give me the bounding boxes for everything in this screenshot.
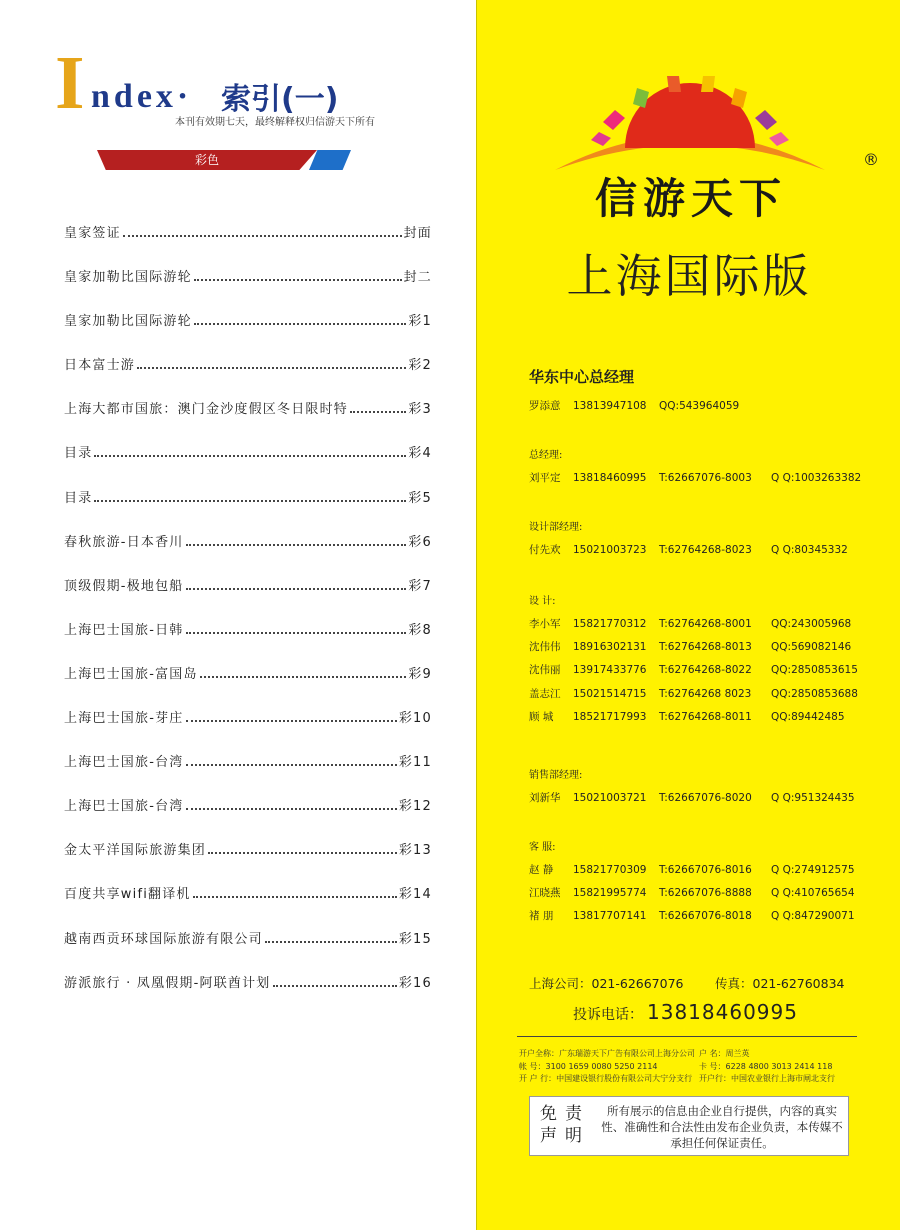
contact-tel: T:62764268-8011 (659, 710, 752, 723)
toc-title: 上海巴士国旅-芽庄 (64, 711, 184, 727)
bank-right: 户 名：周兰英 (699, 1049, 750, 1058)
index-initial: I (55, 41, 85, 125)
complaint-number: 13818460995 (647, 1000, 798, 1024)
toc-page: 彩11 (398, 755, 432, 771)
toc-page: 彩1 (408, 314, 432, 330)
toc-leader (273, 985, 397, 987)
toc-entry (64, 795, 432, 839)
toc-leader (186, 720, 397, 722)
contact-phone: 13917433776 (573, 664, 647, 677)
contact-tel: T:62764268-8022 (659, 664, 752, 677)
contact-phone: 15821770309 (573, 864, 647, 876)
contact-row (529, 542, 848, 557)
contact-phone: 13818460995 (573, 472, 647, 484)
toc-page: 彩15 (398, 931, 432, 947)
toc-entry (64, 707, 432, 751)
toc-page: 彩2 (408, 358, 432, 374)
toc-entry (64, 839, 432, 883)
bank-right: 开户行：中国农业银行上海市闸北支行 (699, 1074, 835, 1083)
toc-leader (200, 676, 407, 678)
company-contact (529, 974, 845, 992)
group-label: 设 计: (529, 596, 556, 607)
index-subtitle: 本刊有效期七天，最终解释权归信游天下所有 (175, 117, 375, 128)
contact-name: 沈伟伟 (529, 641, 561, 654)
toc-leader (186, 764, 397, 766)
contact-tel: T:62667076-8003 (659, 472, 752, 484)
toc-leader (137, 367, 406, 369)
contact-name: 付先欢 (529, 544, 561, 556)
contact-qq: Q Q:1003263382 (771, 472, 862, 484)
contact-name: 罗添意 (529, 400, 561, 412)
toc-entry (64, 663, 432, 707)
toc-title: 顶级假期-极地包船 (64, 578, 184, 594)
contact-row (529, 709, 845, 724)
toc-leader (194, 279, 402, 281)
group-label: 设计部经理: (529, 522, 583, 533)
contact-phone: 15021003723 (573, 544, 647, 556)
contact-phone: 15821995774 (573, 887, 647, 900)
contact-row (529, 686, 858, 701)
toc-entry (64, 575, 432, 619)
contact-qq: Q Q:847290071 (771, 910, 855, 923)
contact-tel: T:62764268-8013 (659, 641, 752, 654)
contact-row (529, 616, 851, 631)
toc-entry (64, 883, 432, 927)
toc-title: 上海大都市国旅：澳门金沙度假区冬日限时特 (64, 402, 349, 418)
contact-tel: T:62764268 8023 (659, 687, 752, 700)
toc-title: 游派旅行 · 凤凰假期-阿联酋计划 (64, 975, 271, 991)
toc-title: 目录 (64, 446, 93, 462)
toc-title: 春秋旅游-日本香川 (64, 534, 184, 550)
gm-title: 华东中心总经理 (529, 368, 635, 386)
toc-page: 彩12 (398, 799, 432, 815)
masthead-page (476, 0, 900, 1230)
contact-row (529, 639, 851, 654)
contact-name: 盖志江 (529, 687, 561, 700)
toc-page: 彩9 (408, 666, 432, 682)
group-label: 客 服: (529, 842, 556, 853)
toc-entry (64, 619, 432, 663)
contact-tel: T:62667076-8018 (659, 910, 752, 923)
toc-title: 目录 (64, 490, 93, 506)
contact-qq: QQ:2850853688 (771, 687, 858, 700)
contact-qq: Q Q:80345332 (771, 544, 848, 556)
contact-row (529, 662, 858, 677)
contact-phone: 15821770312 (573, 618, 647, 630)
contact-name: 褚 朋 (529, 910, 554, 923)
toc-entry (64, 222, 432, 266)
toc-page: 彩3 (408, 402, 432, 418)
contact-qq: Q Q:410765654 (771, 887, 855, 900)
toc-title: 上海巴士国旅-富国岛 (64, 666, 198, 682)
toc-leader (265, 941, 397, 943)
toc-page: 封二 (403, 270, 432, 286)
contact-tel: T:62667076-8016 (659, 864, 752, 876)
toc-title: 越南西贡环球国际旅游有限公司 (64, 931, 263, 947)
toc-leader (193, 896, 397, 898)
registered-mark: ® (863, 150, 879, 169)
sun-logo-icon (555, 70, 825, 170)
toc-entry (64, 928, 432, 972)
toc-leader (123, 235, 402, 237)
contact-phone: 13817707141 (573, 910, 647, 923)
toc-title: 皇家签证 (64, 226, 121, 241)
bank-right: 卡 号：6228 4800 3013 2414 118 (699, 1061, 833, 1071)
index-title-cn: 索引(一) (221, 82, 339, 117)
toc-entry (64, 531, 432, 575)
toc-entry (64, 972, 432, 1016)
toc-leader (94, 455, 406, 457)
contact-qq: QQ:543964059 (659, 400, 740, 412)
toc-title: 上海巴士国旅-台湾 (64, 799, 184, 815)
contact-qq: Q Q:951324435 (771, 792, 855, 804)
toc-leader (186, 808, 397, 810)
gm-line (529, 398, 739, 413)
contact-qq: Q Q:274912575 (771, 864, 855, 876)
toc-page: 彩7 (408, 578, 432, 594)
contact-phone: 13813947108 (573, 400, 647, 412)
contact-name: 刘平定 (529, 472, 561, 484)
toc-entry (64, 310, 432, 354)
toc-title: 皇家加勒比国际游轮 (64, 314, 192, 330)
brand-logo (555, 70, 879, 223)
contact-name: 李小军 (529, 618, 561, 630)
toc-leader (186, 544, 407, 546)
contact-name: 顾 城 (529, 710, 554, 723)
toc-leader (94, 500, 406, 502)
company-phone: 上海公司：021-62667076 (529, 976, 684, 991)
toc-page: 彩5 (408, 490, 432, 506)
disclaimer-box (529, 1096, 849, 1156)
complaint-label: 投诉电话： (573, 1007, 643, 1023)
contact-phone: 15021514715 (573, 687, 647, 700)
contact-name: 赵 静 (529, 864, 554, 876)
contact-qq: QQ:2850853615 (771, 664, 858, 677)
toc-page: 彩10 (398, 711, 432, 727)
toc-entry (64, 487, 432, 531)
contact-row (529, 790, 855, 805)
contact-row (529, 470, 861, 485)
toc-entry (64, 398, 432, 442)
contact-qq: QQ:569082146 (771, 641, 852, 654)
toc-page: 彩6 (408, 534, 432, 550)
toc-page: 彩13 (398, 843, 432, 859)
toc-page: 彩8 (408, 622, 432, 638)
toc-leader (194, 323, 407, 325)
contact-row (529, 862, 855, 877)
toc-leader (208, 852, 397, 854)
index-word: ndex· (91, 78, 193, 115)
bank-left: 开 户 行：中国建设银行股份有限公司大宁分支行 (519, 1074, 693, 1083)
contact-name: 刘新华 (529, 792, 561, 804)
divider (517, 1036, 857, 1037)
contact-tel: T:62764268-8001 (659, 618, 752, 630)
toc-leader (186, 588, 407, 590)
contact-tel: T:62667076-8888 (659, 887, 752, 900)
toc-title: 上海巴士国旅-日韩 (64, 622, 184, 638)
disclaimer-text: 所有展示的信息由企业自行提供，内容的真实性、准确性和合法性由发布企业负责，本传媒不承担任何保证责任。 (601, 1104, 843, 1150)
bank-left: 开户全称：广东瑞游天下广告有限公司上海分公司 (519, 1049, 695, 1058)
bank-info (519, 1048, 835, 1086)
toc-title: 百度共享wifi翻译机 (64, 887, 191, 903)
toc-entry (64, 266, 432, 310)
bank-left: 帐 号：3100 1659 0080 5250 2114 (519, 1061, 658, 1071)
edition-title: 上海国际版 (566, 249, 812, 303)
contact-row (529, 908, 855, 923)
company-fax: 传真：021-62760834 (715, 976, 845, 991)
disclaimer-title: 免责声明 (540, 1104, 590, 1146)
toc-title: 上海巴士国旅-台湾 (64, 755, 184, 771)
bank-row (519, 1048, 750, 1061)
contact-tel: T:62764268-8023 (659, 544, 752, 556)
toc-title: 金太平洋国际旅游集团 (64, 843, 207, 859)
contact-phone: 18521717993 (573, 710, 647, 723)
toc-page: 封面 (403, 226, 432, 241)
bank-row (519, 1073, 835, 1086)
complaint-line (573, 1000, 798, 1024)
group-label: 销售部经理: (529, 770, 583, 781)
section-label: 彩色 (194, 153, 219, 167)
contact-row (529, 885, 855, 900)
contact-phone: 15021003721 (573, 792, 647, 804)
contact-qq: QQ:243005968 (771, 618, 852, 630)
toc-title: 皇家加勒比国际游轮 (64, 270, 192, 286)
contact-name: 江晓燕 (529, 887, 561, 900)
group-label: 总经理: (529, 450, 563, 461)
toc-page: 彩16 (398, 975, 432, 991)
bank-row (519, 1061, 833, 1074)
toc-entry (64, 354, 432, 398)
toc-page: 彩4 (408, 446, 432, 462)
contact-qq: QQ:89442485 (771, 710, 845, 723)
toc-leader (186, 632, 407, 634)
contact-phone: 18916302131 (573, 641, 647, 654)
contact-name: 沈伟丽 (529, 664, 561, 677)
section-banner (97, 150, 352, 170)
toc-entry (64, 442, 432, 486)
table-of-contents (64, 222, 432, 1016)
contact-tel: T:62667076-8020 (659, 792, 752, 804)
toc-page: 彩14 (398, 887, 432, 903)
toc-title: 日本富士游 (64, 358, 136, 374)
toc-entry (64, 751, 432, 795)
brand-name: 信游天下 (595, 174, 788, 223)
toc-leader (350, 411, 406, 413)
